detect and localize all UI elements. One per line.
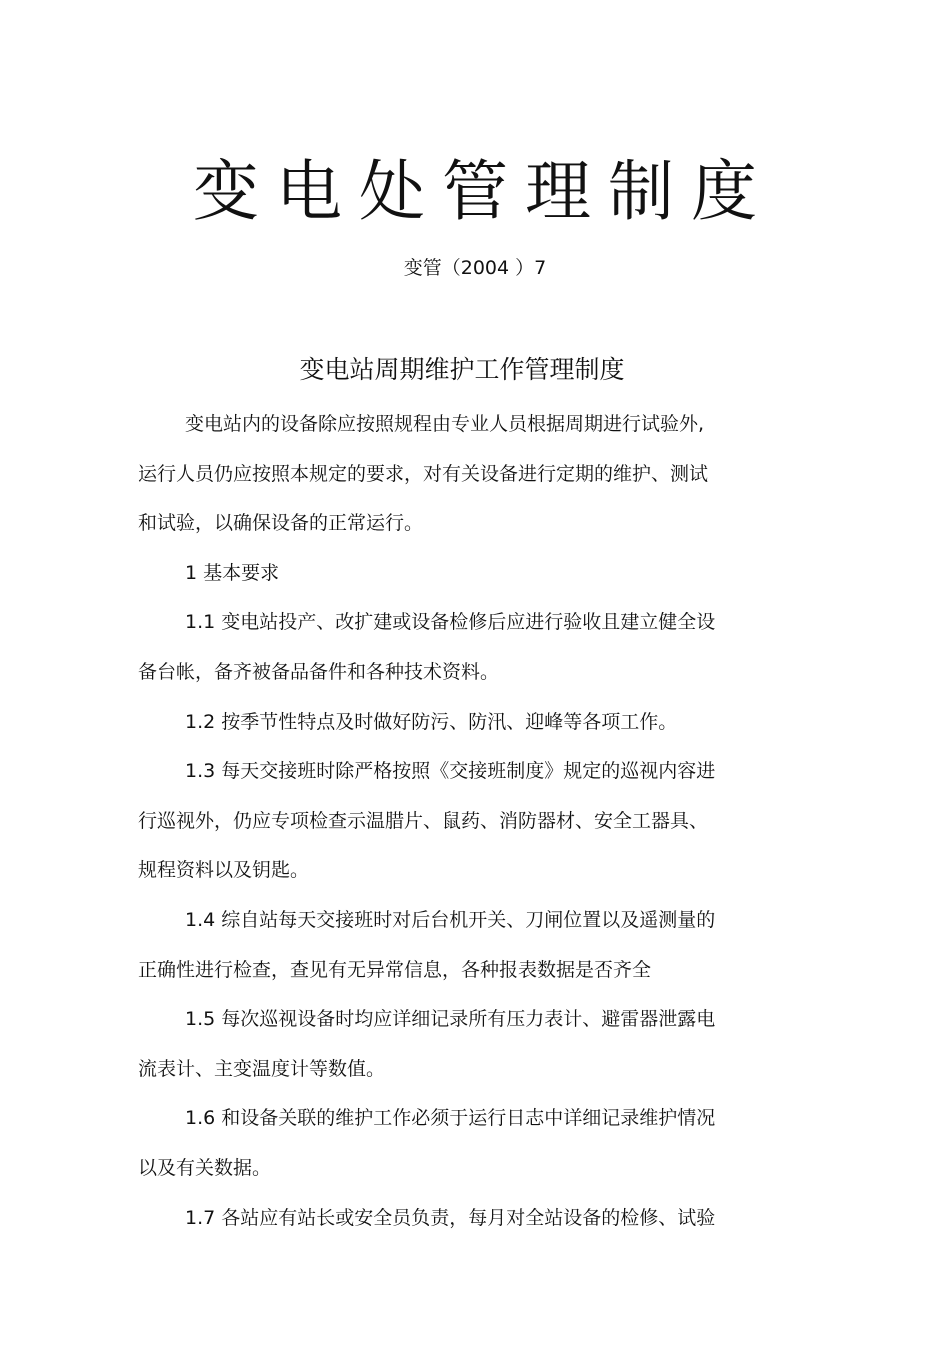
paragraph (138, 598, 778, 697)
paragraph (138, 400, 778, 549)
paragraph-line: 和试验，以确保设备的正常运行。 (138, 512, 424, 535)
paragraph-line: 运行人员仍应按照本规定的要求，对有关设备进行定期的维护、测试 (138, 462, 709, 485)
paragraph-line: 1.3 每天交接班时除严格按照《交接班制度》规定的巡视内容进 (185, 760, 716, 783)
paragraph-line: 变电站内的设备除应按照规程由专业人员根据周期进行试验外, (185, 413, 705, 435)
document-body (138, 400, 778, 1243)
paragraph-line: 1.2 按季节性特点及时做好防污、防汛、迎峰等各项工作。 (185, 710, 678, 733)
paragraph (138, 747, 778, 896)
paragraph-line: 1.6 和设备关联的维护工作必须于运行日志中详细记录维护情况 (185, 1107, 716, 1130)
paragraph-line: 1 基本要求 (185, 561, 280, 584)
paragraph-line: 1.7 各站应有站长或安全员负责，每月对全站设备的检修、试验 (185, 1206, 716, 1229)
paragraph-line: 1.1 变电站投产、改扩建或设备检修后应进行验收且建立健全设 (185, 611, 716, 634)
section-title: 变电站周期维护工作管理制度 (299, 355, 625, 384)
paragraph (138, 549, 778, 599)
paragraph-line: 行巡视外，仍应专项检查示温腊片、鼠药、消防器材、安全工器具、 (138, 809, 709, 832)
document-title: 变电处管理制度 (193, 153, 774, 230)
paragraph (138, 698, 778, 748)
paragraph-line: 备台帐，备齐被备品备件和各种技术资料。 (138, 660, 500, 683)
paragraph-line: 以及有关数据。 (138, 1156, 272, 1179)
document-number: 变管（2004 ）7 (403, 257, 547, 279)
paragraph-line: 正确性进行检查，查见有无异常信息，各种报表数据是否齐全 (138, 958, 652, 981)
paragraph (138, 1194, 778, 1244)
paragraph (138, 1094, 778, 1193)
paragraph-line: 流表计、主变温度计等数值。 (138, 1057, 386, 1080)
paragraph-line: 1.4 综自站每天交接班时对后台机开关、刀闸位置以及遥测量的 (185, 908, 716, 931)
paragraph (138, 896, 778, 995)
paragraph-line: 1.5 每次巡视设备时均应详细记录所有压力表计、避雷器泄露电 (185, 1008, 716, 1031)
paragraph (138, 995, 778, 1094)
paragraph-line: 规程资料以及钥匙。 (138, 859, 310, 882)
